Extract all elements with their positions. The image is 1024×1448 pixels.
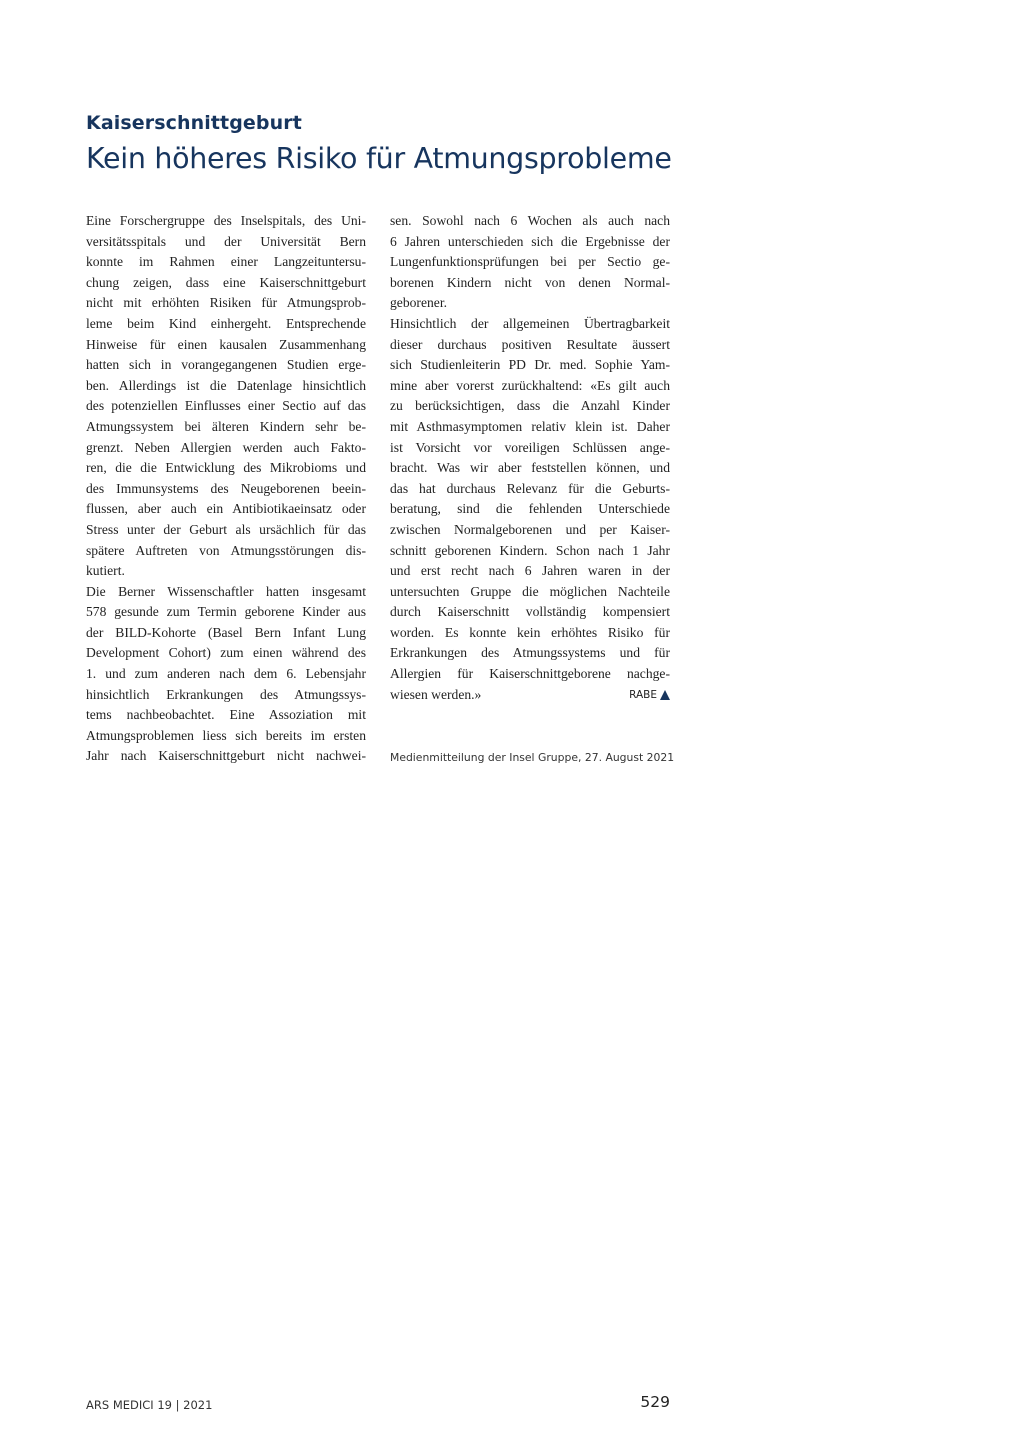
text-line: der BILD-Kohorte (Basel Bern Infant Lung [86,624,366,640]
text-line: schnitt geborenen Kindern. Schon nach 1 Jahr [390,542,670,558]
text-line: Hinweise für einen kausalen Zusammenhang [86,336,366,352]
text-line: Jahr nach Kaiserschnittgeburt nicht nachwei- [86,748,366,764]
text-line: Erkrankungen des Atmungssystems und für [390,645,670,661]
text-line: Die Berner Wissenschaftler hatten insgesamt [86,583,366,599]
text-line: Development Cohort) zum einen während des [86,645,366,661]
text-line: zu berücksichtigen, dass die Anzahl Kinder [390,398,670,414]
text-line: Allergien für Kaiserschnittgeborene nachge- [390,666,670,682]
text-line: das hat durchaus Relevanz für die Geburts- [390,480,670,496]
text-line: sen. Sowohl nach 6 Wochen als auch nach [390,213,670,228]
text-line: borenen Kindern nicht von denen Normal- [390,274,670,290]
text-line: des Immunsystems des Neugeborenen beein- [86,480,366,496]
triangle-up-icon [660,690,670,700]
text-line: ren, die die Entwicklung des Mikrobioms und [86,460,366,476]
text-line: kutiert. [86,563,125,579]
text-line: dieser durchaus positiven Resultate äussert [390,336,670,352]
text-line: grenzt. Neben Allergien werden auch Fakto- [86,439,366,455]
article-column-left [86,211,366,767]
text-line: Atmungssystem bei älteren Kindern sehr be- [86,418,366,434]
text-line: wiesen werden.» [390,686,482,702]
article-column-right [390,211,670,705]
article-kicker: Kaiserschnittgeburt [86,112,302,134]
text-line: 1. und zum anderen nach dem 6. Lebensjahr [86,666,366,682]
text-line: Lungenfunktionsprüfungen bei per Sectio ge- [390,254,670,270]
text-line: sich Studienleiterin PD Dr. med. Sophie Yam- [390,357,670,373]
text-line: Stress unter der Geburt als ursächlich für das [86,521,366,537]
text-line: untersuchten Gruppe die möglichen Nachteile [390,583,670,599]
text-line: Eine Forschergruppe des Inselspitals, des Uni- [86,213,366,228]
text-line: des potenziellen Einflusses einer Sectio auf das [86,398,366,414]
closing-line-row [390,685,670,706]
text-line: konnte im Rahmen einer Langzeituntersu- [86,254,366,270]
text-line: ist Vorsicht vor voreiligen Schlüssen ange- [390,439,670,455]
text-line: flussen, aber auch ein Antibiotikaeinsatz oder [86,501,366,517]
text-line: hinsichtlich Erkrankungen des Atmungssys- [86,686,366,702]
text-line: zwischen Normalgeborenen und per Kaiser- [390,521,670,537]
page-number: 529 [640,1393,670,1411]
text-line: versitätsspitals und der Universität Bern [86,233,366,249]
text-line: Atmungsproblemen liess sich bereits im ersten [86,727,366,743]
text-line: chung zeigen, dass eine Kaiserschnittgeburt [86,274,366,290]
article-title: Kein höheres Risiko für Atmungsprobleme [86,142,672,175]
text-line: durch Kaiserschnitt vollständig kompensiert [390,604,670,620]
text-line: ben. Allerdings ist die Datenlage hinsichtlich [86,377,366,393]
journal-footer: ARS MEDICI 19 | 2021 [86,1398,213,1412]
text-line: mine aber vorerst zurückhaltend: «Es gilt auch [390,377,670,393]
text-line: leme beim Kind einhergeht. Entsprechende [86,315,366,331]
source-note: Medienmitteilung der Insel Gruppe, 27. August 2021 [390,751,675,764]
author-initials: RABE [629,688,657,701]
text-line: hatten sich in vorangegangenen Studien erge- [86,357,366,373]
text-line: nicht mit erhöhten Risiken für Atmungsprob- [86,295,366,311]
text-line: spätere Auftreten von Atmungsstörungen dis- [86,542,366,558]
text-line: geborener. [390,295,447,311]
text-line: mit Asthmasymptomen relativ klein ist. Daher [390,418,670,434]
text-line: worden. Es konnte kein erhöhtes Risiko für [390,624,670,640]
text-line: Hinsichtlich der allgemeinen Übertragbarkeit [390,315,670,331]
author-signature [629,685,670,706]
text-line: beratung, sind die fehlenden Unterschiede [390,501,670,517]
text-line: 6 Jahren unterschieden sich die Ergebnisse der [390,233,670,249]
text-line: 578 gesunde zum Termin geborene Kinder aus [86,604,366,620]
text-line: bracht. Was wir aber feststellen können, und [390,460,670,476]
text-line: tems nachbeobachtet. Eine Assoziation mit [86,707,366,723]
text-line: und erst recht nach 6 Jahren waren in der [390,563,670,579]
